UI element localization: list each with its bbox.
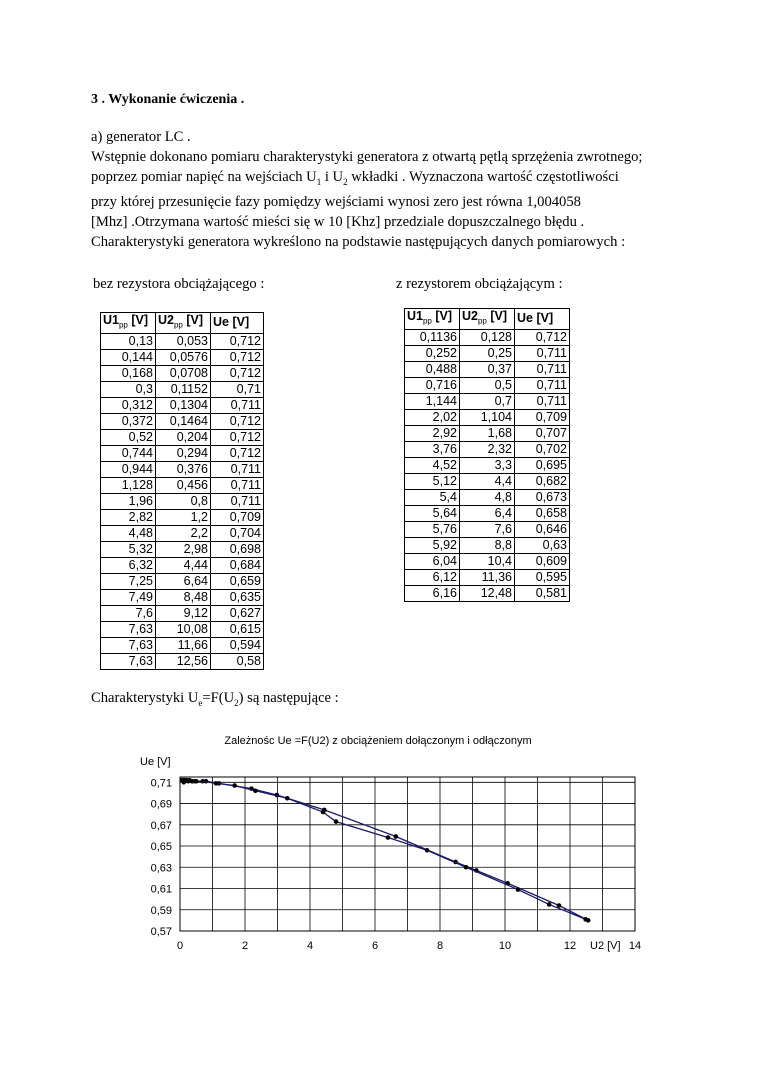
intro-line-1: a) generator LC .	[91, 129, 191, 145]
table-cell: 0,372	[101, 413, 156, 429]
table-cell: 0,376	[156, 461, 211, 477]
y-tick-label: 0,67	[150, 819, 172, 832]
table-row	[101, 525, 264, 541]
table-row	[405, 441, 570, 457]
intro-line-3	[91, 167, 711, 192]
table-cell: 0,635	[211, 589, 264, 605]
table-cell: 0,711	[515, 377, 570, 393]
x-tick-label: 8	[436, 940, 444, 952]
table-row	[101, 573, 264, 589]
table-cell: 0,312	[101, 397, 156, 413]
intro-line-6: Charakterystyki generatora wykreślono na podstawie następujących danych pomiarowych :	[91, 233, 626, 250]
y-tick-label: 0,61	[150, 883, 172, 896]
table-cell: 7,63	[101, 637, 156, 653]
table-cell: 7,25	[101, 573, 156, 589]
table-cell: 2,98	[156, 541, 211, 557]
table-row	[101, 461, 264, 477]
series-line-2	[184, 780, 585, 919]
table-cell: 8,8	[460, 537, 515, 553]
table-cell: 7,63	[101, 621, 156, 637]
table-cell: 0,595	[515, 569, 570, 585]
table-row	[101, 333, 264, 349]
table-cell: 1,2	[156, 509, 211, 525]
table-row	[405, 489, 570, 505]
table-cell: 0,711	[211, 477, 264, 493]
table-cell: 0,58	[211, 653, 264, 669]
intro-line-4: przy której przesunięcie fazy pomiędzy wejściami wynosi zero jest równa 1,004058	[91, 193, 581, 210]
table-cell: 4,4	[460, 473, 515, 489]
table-cell: 0,712	[515, 329, 570, 345]
x-tick-label: 4	[306, 940, 314, 952]
table-cell: 2,02	[405, 409, 460, 425]
measurement-table-with-load	[404, 308, 570, 602]
x-axis-label: U2 [V]	[590, 940, 621, 952]
table-cell: 0,944	[101, 461, 156, 477]
table-cell: 0,1152	[156, 381, 211, 397]
table-cell: 0,581	[515, 585, 570, 601]
table-cell: 0,7	[460, 393, 515, 409]
table-cell: 0,053	[156, 333, 211, 349]
x-tick-label: 10	[498, 940, 512, 952]
table-cell: 0,63	[515, 537, 570, 553]
chart-grid	[180, 777, 635, 931]
x-tick-label: 14	[628, 940, 642, 952]
table-cell: 0,673	[515, 489, 570, 505]
table-row	[405, 585, 570, 601]
table-row	[101, 477, 264, 493]
table-row	[101, 621, 264, 637]
table-cell: 0,744	[101, 445, 156, 461]
table-cell: 0,646	[515, 521, 570, 537]
table-row	[101, 413, 264, 429]
intro-paragraph	[91, 127, 711, 252]
table-row	[101, 429, 264, 445]
table-cell: 0,71	[211, 381, 264, 397]
data-point	[182, 778, 187, 783]
table-row	[405, 393, 570, 409]
data-point	[394, 834, 399, 839]
table-cell: 0,695	[515, 457, 570, 473]
table-cell: 1,128	[101, 477, 156, 493]
right-table-caption: z rezystorem obciążającym :	[396, 276, 563, 292]
data-point	[190, 779, 195, 784]
data-point	[334, 819, 339, 824]
table-cell: 0,627	[211, 605, 264, 621]
table-cell: 7,49	[101, 589, 156, 605]
table-cell: 0,707	[515, 425, 570, 441]
table-cell: 0,712	[211, 445, 264, 461]
table-cell: 1,68	[460, 425, 515, 441]
table-cell: 2,32	[460, 441, 515, 457]
table-cell: 0,711	[515, 393, 570, 409]
table-cell: 0,711	[515, 345, 570, 361]
data-point	[516, 887, 521, 892]
table-cell: 0,5	[460, 377, 515, 393]
table-cell: 9,12	[156, 605, 211, 621]
y-axis-label: Ue [V]	[140, 756, 171, 768]
data-point	[547, 902, 552, 907]
table-cell: 0,712	[211, 365, 264, 381]
x-tick-label: 6	[371, 940, 379, 952]
table-cell: 0,1136	[405, 329, 460, 345]
table-cell: 0,0708	[156, 365, 211, 381]
table-cell: 0,52	[101, 429, 156, 445]
u1-subscript: 1	[316, 176, 322, 187]
table-row	[101, 557, 264, 573]
characteristics-intro: Charakterystyki $U_e=F(U_2)$ są następujące :	[91, 690, 339, 708]
table-cell: 12,48	[460, 585, 515, 601]
data-point	[194, 779, 199, 784]
data-point	[583, 917, 588, 922]
table-cell: 0,659	[211, 573, 264, 589]
x-tick-label: 2	[241, 940, 249, 952]
table-cell: 6,4	[460, 505, 515, 521]
table-cell: 0,615	[211, 621, 264, 637]
table-cell: 0,658	[515, 505, 570, 521]
table-cell: 0,682	[515, 473, 570, 489]
table-cell: 6,32	[101, 557, 156, 573]
table-row	[405, 505, 570, 521]
y-tick-label: 0,57	[150, 926, 172, 938]
col-header-u1: $U1_{pp}$ [V]	[405, 309, 460, 330]
table-cell: 0,702	[515, 441, 570, 457]
table-cell: 0,711	[211, 397, 264, 413]
intro-line-5: [Mhz] .Otrzymana wartość mieści się w 10 [Khz] przedziale dopuszczalnego błędu .	[91, 213, 585, 230]
table-cell: 5,76	[405, 521, 460, 537]
table-cell: 6,16	[405, 585, 460, 601]
data-point	[464, 865, 469, 870]
table-cell: 0,25	[460, 345, 515, 361]
table-cell: 8,48	[156, 589, 211, 605]
table-cell: 0,1304	[156, 397, 211, 413]
x-tick-label: 12	[563, 940, 577, 952]
table-cell: 10,4	[460, 553, 515, 569]
table-cell: 0,594	[211, 637, 264, 653]
table-row	[101, 445, 264, 461]
table-row	[405, 345, 570, 361]
table-cell: 7,63	[101, 653, 156, 669]
table-cell: 0,488	[405, 361, 460, 377]
table-row	[101, 509, 264, 525]
table-row	[405, 361, 570, 377]
table-cell: 2,82	[101, 509, 156, 525]
table-cell: 0,8	[156, 493, 211, 509]
table-cell: 12,56	[156, 653, 211, 669]
col-header-u1: $U1_{pp}$ [V]	[101, 313, 156, 334]
table-cell: 0,712	[211, 413, 264, 429]
data-point	[425, 848, 430, 853]
table-cell: 0,704	[211, 525, 264, 541]
table-row	[405, 329, 570, 345]
table-cell: 0,252	[405, 345, 460, 361]
table-cell: 0,294	[156, 445, 211, 461]
series-line-1	[182, 780, 588, 920]
table-cell: 0,684	[211, 557, 264, 573]
left-table-caption: bez rezystora obciążającego :	[93, 276, 265, 292]
table-cell: 0,712	[211, 349, 264, 365]
y-tick-label: 0,59	[150, 904, 172, 917]
table-cell: 0,37	[460, 361, 515, 377]
table-row	[101, 589, 264, 605]
table-cell: 6,12	[405, 569, 460, 585]
measurement-table-without-load	[100, 312, 264, 670]
table-cell: 7,6	[101, 605, 156, 621]
table-cell: 5,92	[405, 537, 460, 553]
table-row	[405, 553, 570, 569]
table-row	[101, 365, 264, 381]
table-cell: 0,712	[211, 333, 264, 349]
y-tick-label: 0,71	[150, 777, 172, 790]
data-point	[253, 789, 258, 794]
col-header-ue: Ue [V]	[211, 313, 264, 334]
table-row	[101, 653, 264, 669]
table-cell: 4,8	[460, 489, 515, 505]
table-cell: 0,128	[460, 329, 515, 345]
table-row	[101, 637, 264, 653]
table-row	[405, 569, 570, 585]
table-row	[101, 349, 264, 365]
table-cell: 0,456	[156, 477, 211, 493]
chart-title: Zależnośc Ue =F(U2) z obciążeniem dołączonym i odłączonym	[224, 735, 532, 747]
table-cell: 1,144	[405, 393, 460, 409]
table-cell: 0,1464	[156, 413, 211, 429]
table-cell: 4,52	[405, 457, 460, 473]
table-cell: 3,3	[460, 457, 515, 473]
table-cell: 4,44	[156, 557, 211, 573]
table-cell: 0,698	[211, 541, 264, 557]
table-row	[101, 381, 264, 397]
table-row	[405, 409, 570, 425]
table-cell: 3,76	[405, 441, 460, 457]
table-cell: 0,712	[211, 429, 264, 445]
table-cell: 1,104	[460, 409, 515, 425]
table-cell: 2,2	[156, 525, 211, 541]
table-cell: 5,4	[405, 489, 460, 505]
intro-line-3-mid: i U	[321, 169, 344, 185]
table-cell: 5,64	[405, 505, 460, 521]
y-tick-label: 0,63	[150, 862, 172, 875]
data-point	[321, 810, 326, 815]
col-header-ue: Ue [V]	[515, 309, 570, 330]
table-row	[101, 541, 264, 557]
table-cell: 11,66	[156, 637, 211, 653]
table-cell: 0,204	[156, 429, 211, 445]
table-cell: 0,168	[101, 365, 156, 381]
table-cell: 0,13	[101, 333, 156, 349]
table-cell: 0,716	[405, 377, 460, 393]
table-row	[405, 425, 570, 441]
data-point	[285, 796, 290, 801]
data-point	[200, 779, 205, 784]
section-heading: 3 . Wykonanie ćwiczenia .	[91, 92, 245, 107]
table-cell: 0,3	[101, 381, 156, 397]
table-cell: 0,709	[515, 409, 570, 425]
table-row	[405, 537, 570, 553]
data-point	[232, 783, 237, 788]
table-cell: 4,48	[101, 525, 156, 541]
table-cell: 5,32	[101, 541, 156, 557]
table-cell: 0,711	[515, 361, 570, 377]
table-cell: 6,64	[156, 573, 211, 589]
table-cell: 0,711	[211, 461, 264, 477]
table-cell: 0,144	[101, 349, 156, 365]
x-tick-label: 0	[176, 940, 184, 952]
y-tick-label: 0,65	[150, 841, 172, 854]
u2-subscript: 2	[343, 176, 348, 187]
intro-line-3-text: poprzez pomiar napięć na wejściach U	[91, 169, 317, 185]
table-cell: 5,12	[405, 473, 460, 489]
col-header-u2: $U2_{pp}$ [V]	[460, 309, 515, 330]
intro-line-2: Wstępnie dokonano pomiaru charakterystyki generatora z otwartą pętlą sprzężenia zwrotnego;	[91, 149, 643, 165]
table-row	[101, 605, 264, 621]
table-row	[405, 377, 570, 393]
col-header-u2: $U2_{pp}$ [V]	[156, 313, 211, 334]
table-cell: 0,0576	[156, 349, 211, 365]
table-cell: 1,96	[101, 493, 156, 509]
table-cell: 7,6	[460, 521, 515, 537]
table-cell: 2,92	[405, 425, 460, 441]
table-cell: 0,711	[211, 493, 264, 509]
table-cell: 0,609	[515, 553, 570, 569]
table-row	[405, 457, 570, 473]
intro-line-3-post: wkładki . Wyznaczona wartość częstotliwości	[347, 169, 619, 185]
table-row	[101, 493, 264, 509]
table-row	[405, 473, 570, 489]
ue-vs-u2-chart	[120, 725, 660, 965]
chart-series	[179, 778, 590, 923]
data-point	[214, 781, 219, 786]
table-header-row	[405, 309, 570, 330]
table-cell: 11,36	[460, 569, 515, 585]
table-header-row	[101, 313, 264, 334]
table-cell: 0,709	[211, 509, 264, 525]
y-tick-label: 0,69	[150, 798, 172, 811]
table-row	[101, 397, 264, 413]
table-row	[405, 521, 570, 537]
table-cell: 6,04	[405, 553, 460, 569]
table-cell: 10,08	[156, 621, 211, 637]
data-point	[386, 835, 391, 840]
